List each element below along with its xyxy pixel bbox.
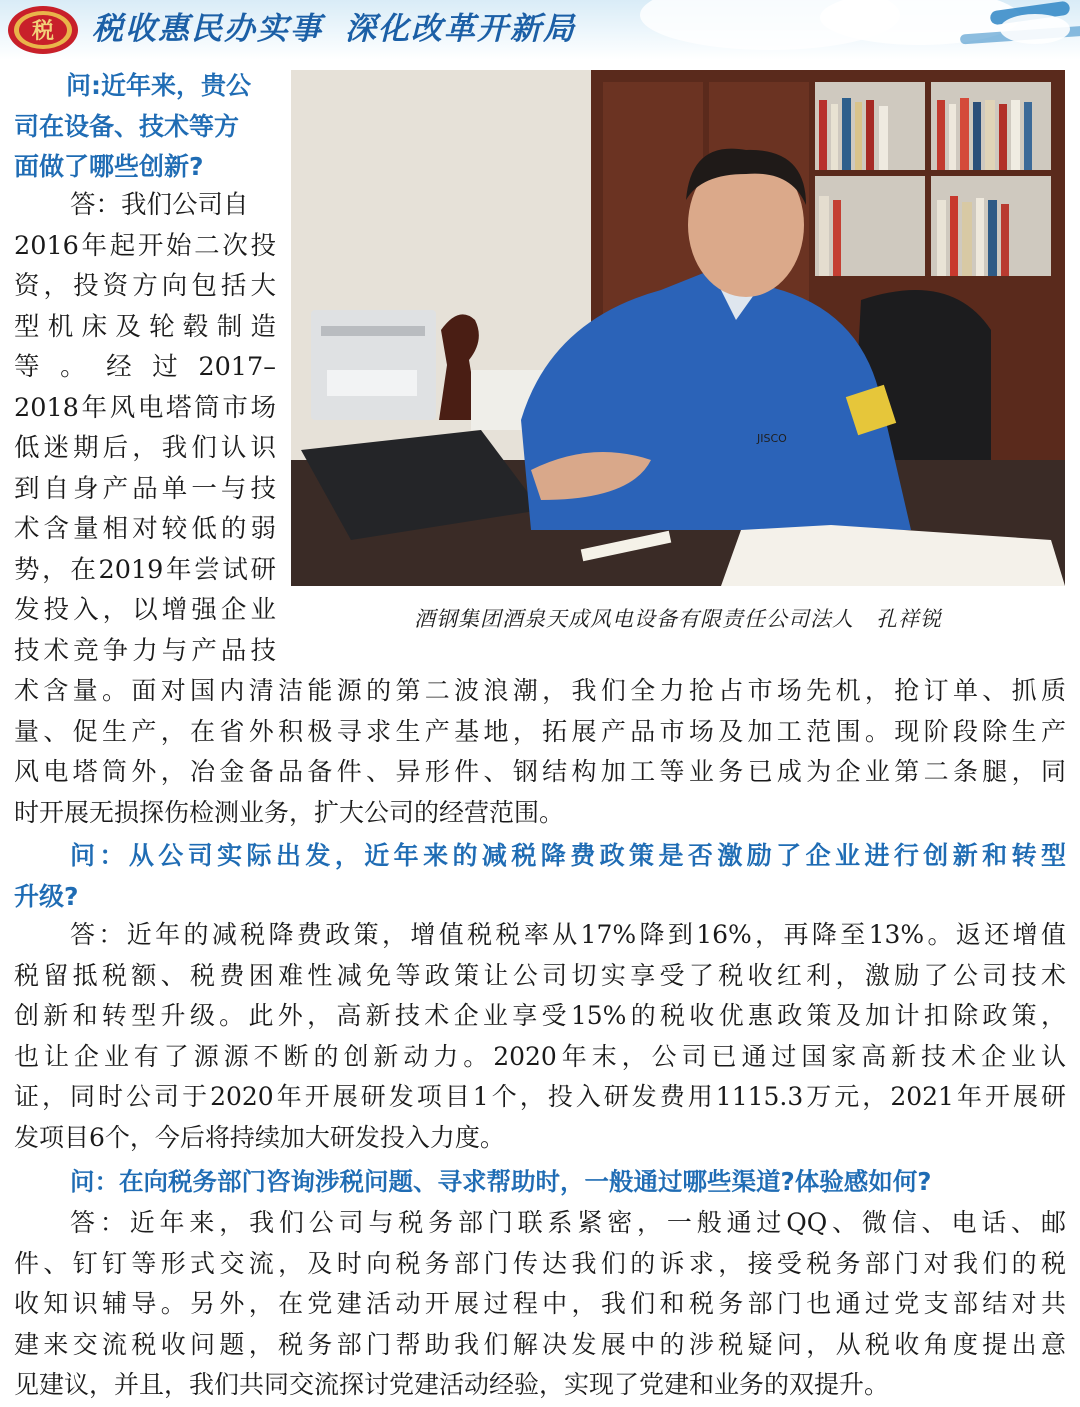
answer-1-line: 2016年起开始二次投 xyxy=(14,230,276,261)
answer-1-narrow xyxy=(14,185,276,671)
question-2-line: 问：从公司实际出发，近年来的减税降费政策是否激励了企业进行创新和转型 xyxy=(70,841,1066,870)
answer-1-line: 资，投资方向包括大 xyxy=(14,271,276,301)
question-3 xyxy=(14,1162,1076,1203)
answer-1-line: 量、促生产，在省外积极寻求生产基地，拓展产品市场及加工范围。现阶段除生产 xyxy=(14,716,1066,746)
tax-emblem-icon xyxy=(6,4,80,56)
answer-1-line: 到自身产品单一与技 xyxy=(14,473,276,504)
answer-2-line: 证，同时公司于2020年开展研发项目1个，投入研发费用1115.3万元，2021年开展研 xyxy=(14,1082,1066,1111)
question-1-line: 面做了哪些创新? xyxy=(14,152,204,181)
answer-1-line: 术含量。面对国内清洁能源的第二波浪潮，我们全力抢占市场先机，抢订单、抓质 xyxy=(14,676,1066,705)
question-1-line: 问:近年来，贵公 xyxy=(66,71,251,100)
portrait-photo xyxy=(291,70,1065,586)
banner-title-part2: 深化改革开新局 xyxy=(345,11,576,47)
answer-1-line: 时开展无损探伤检测业务，扩大公司的经营范围。 xyxy=(14,797,565,827)
banner-title xyxy=(92,9,576,49)
answer-1-line: 技术竞争力与产品技 xyxy=(14,635,276,666)
answer-1-line: 2018年风电塔筒市场 xyxy=(14,392,276,423)
answer-1-line: 型机床及轮毂制造 xyxy=(14,311,276,342)
answer-2-line: 创新和转型升级。此外，高新技术企业享受15%的税收优惠政策及加计扣除政策， xyxy=(14,1001,1066,1030)
question-1-line: 司在设备、技术等方 xyxy=(14,111,240,141)
office-scene-illustration xyxy=(291,70,1065,586)
question-2-line: 升级? xyxy=(14,881,79,911)
answer-3-line: 答：近年来，我们公司与税务部门联系紧密，一般通过QQ、微信、电话、邮 xyxy=(70,1208,1066,1237)
answer-2-line: 税留抵税额、税费困难性减免等政策让公司切实享受了税收红利，激励了公司技术 xyxy=(14,960,1066,990)
header-banner xyxy=(0,0,1080,60)
answer-3-line: 建来交流税收问题，税务部门帮助我们解决发展中的涉税疑问，从税收角度提出意 xyxy=(14,1329,1066,1359)
question-3-line: 问：在向税务部门咨询涉税问题、寻求帮助时，一般通过哪些渠道?体验感如何? xyxy=(70,1167,932,1196)
question-1 xyxy=(14,66,276,188)
shirt-logo-text: JISCO xyxy=(757,432,787,445)
answer-2-line: 也让企业有了源源不断的创新动力。2020年末，公司已通过国家高新技术企业认 xyxy=(14,1041,1066,1071)
answer-1-line: 术含量相对较低的弱 xyxy=(14,514,276,544)
answer-1-line: 低迷期后，我们认识 xyxy=(14,433,276,463)
answer-1-line: 答：我们公司自 xyxy=(70,190,249,220)
answer-2-line: 发项目6个，今后将持续加大研发投入力度。 xyxy=(14,1122,505,1152)
answer-1-line: 势，在2019年尝试研 xyxy=(14,554,276,585)
answer-1-line: 等。经过2017– xyxy=(14,352,276,382)
banner-title-part1: 税收惠民办实事 xyxy=(92,11,323,47)
answer-3-line: 件、钉钉等形式交流，及时向税务部门传达我们的诉求，接受税务部门对我们的税 xyxy=(14,1248,1066,1278)
answer-1-wide xyxy=(14,671,1066,833)
answer-1-line: 发投入，以增强企业 xyxy=(14,595,276,625)
answer-1-line: 风电塔筒外，冶金备品备件、异形件、钢结构加工等业务已成为企业第二条腿，同 xyxy=(14,757,1066,786)
answer-2 xyxy=(14,915,1066,1158)
answer-3 xyxy=(14,1203,1066,1406)
answer-2-line: 答：近年的减税降费政策，增值税税率从17%降到16%，再降至13%。返还增值 xyxy=(70,920,1066,949)
svg-text:税: 税 xyxy=(31,19,55,44)
question-2 xyxy=(14,836,1066,917)
answer-3-line: 见建议，并且，我们共同交流探讨党建活动经验，实现了党建和业务的双提升。 xyxy=(14,1370,890,1399)
photo-caption: 酒钢集团酒泉天成风电设备有限责任公司法人 孔祥锐 xyxy=(414,607,942,631)
answer-3-line: 收知识辅导。另外，在党建活动开展过程中，我们和税务部门也通过党支部结对共 xyxy=(14,1289,1066,1318)
